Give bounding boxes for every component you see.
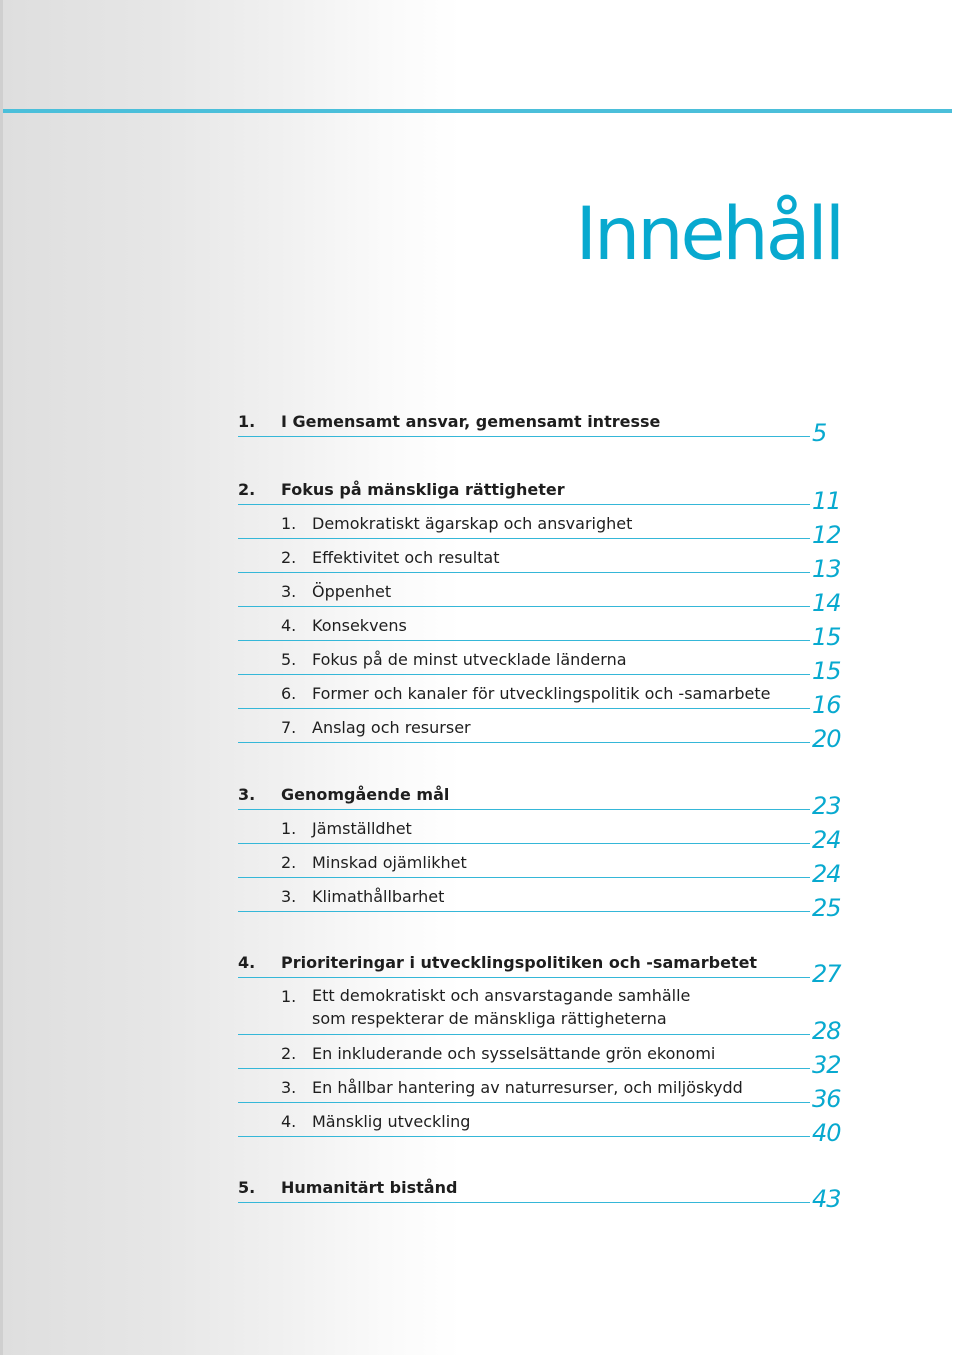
toc-entry-section-4[interactable] bbox=[0, 949, 960, 988]
toc-entry-2-2[interactable] bbox=[0, 544, 960, 583]
toc-entry-title: Klimathållbarhet bbox=[312, 887, 445, 906]
toc-entry-number: 1. bbox=[281, 987, 297, 1006]
toc-entry-number: 3. bbox=[238, 785, 256, 804]
toc-entry-rule bbox=[238, 1202, 810, 1203]
toc-entry-rule bbox=[238, 1068, 810, 1069]
toc-entry-4-4[interactable] bbox=[0, 1108, 960, 1147]
toc-entry-2-1[interactable] bbox=[0, 510, 960, 549]
toc-entry-4-1[interactable] bbox=[0, 983, 960, 1045]
toc-entry-section-2[interactable] bbox=[0, 476, 960, 515]
toc-entry-rule bbox=[238, 504, 810, 505]
toc-entry-title: Effektivitet och resultat bbox=[312, 548, 500, 567]
toc-entry-rule bbox=[238, 572, 810, 573]
toc-entry-3-3[interactable] bbox=[0, 883, 960, 922]
toc-entry-page: 20 bbox=[812, 725, 841, 753]
toc-entry-title: Konsekvens bbox=[312, 616, 407, 635]
toc-entry-page: 36 bbox=[812, 1085, 841, 1113]
toc-entry-title-line-2: som respekterar de mänskliga rättigheterna bbox=[312, 1009, 667, 1028]
toc-entry-page: 32 bbox=[812, 1051, 841, 1079]
toc-entry-number: 1. bbox=[238, 412, 256, 431]
toc-entry-number: 7. bbox=[281, 718, 297, 737]
toc-entry-rule bbox=[238, 742, 810, 743]
toc-entry-2-4[interactable] bbox=[0, 612, 960, 651]
toc-entry-page: 24 bbox=[812, 860, 841, 888]
toc-entry-number: 5. bbox=[238, 1178, 256, 1197]
toc-entry-3-2[interactable] bbox=[0, 849, 960, 888]
toc-entry-rule bbox=[238, 809, 810, 810]
toc-entry-page: 15 bbox=[812, 623, 841, 651]
toc-entry-number: 5. bbox=[281, 650, 297, 669]
toc-entry-page: 27 bbox=[812, 960, 841, 988]
toc-entry-title: I Gemensamt ansvar, gemensamt intresse bbox=[281, 412, 661, 431]
toc-entry-rule bbox=[238, 708, 810, 709]
toc-entry-title-line-1: Ett demokratiskt och ansvarstagande samhälle bbox=[312, 986, 691, 1005]
toc-entry-page: 43 bbox=[812, 1185, 841, 1213]
toc-entry-number: 1. bbox=[281, 514, 297, 533]
toc-entry-number: 2. bbox=[281, 1044, 297, 1063]
toc-entry-4-2[interactable] bbox=[0, 1040, 960, 1079]
toc-entry-rule bbox=[238, 877, 810, 878]
toc-entry-page: 40 bbox=[812, 1119, 841, 1147]
toc-entry-title: Prioriteringar i utvecklingspolitiken och -samarbetet bbox=[281, 953, 758, 972]
toc-entry-rule bbox=[238, 538, 810, 539]
toc-entry-title bbox=[312, 984, 690, 1030]
toc-entry-number: 1. bbox=[281, 819, 297, 838]
toc-entry-title: En hållbar hantering av naturresurser, och miljöskydd bbox=[312, 1078, 743, 1097]
toc-entry-section-5[interactable] bbox=[0, 1174, 960, 1213]
toc-entry-page: 25 bbox=[812, 894, 841, 922]
toc-entry-rule bbox=[238, 911, 810, 912]
toc-entry-number: 2. bbox=[238, 480, 256, 499]
toc-entry-page: 23 bbox=[812, 792, 841, 820]
toc-entry-title: Minskad ojämlikhet bbox=[312, 853, 467, 872]
toc-entry-page: 5 bbox=[812, 419, 827, 447]
toc-entry-rule bbox=[238, 436, 810, 437]
toc-entry-number: 3. bbox=[281, 887, 297, 906]
toc-entry-3-1[interactable] bbox=[0, 815, 960, 854]
toc-entry-page: 12 bbox=[812, 521, 841, 549]
toc-entry-number: 4. bbox=[281, 616, 297, 635]
toc-entry-page: 28 bbox=[812, 1017, 841, 1045]
toc-entry-title: Fokus på de minst utvecklade länderna bbox=[312, 650, 627, 669]
toc-entry-title: Anslag och resurser bbox=[312, 718, 471, 737]
toc-entry-number: 6. bbox=[281, 684, 297, 703]
toc-entry-rule bbox=[238, 606, 810, 607]
toc-entry-rule bbox=[238, 1136, 810, 1137]
toc-entry-2-6[interactable] bbox=[0, 680, 960, 719]
toc-entry-rule bbox=[238, 640, 810, 641]
toc-entry-page: 15 bbox=[812, 657, 841, 685]
toc-entry-rule bbox=[238, 674, 810, 675]
toc-entry-title: Former och kanaler för utvecklingspolitik och -samarbete bbox=[312, 684, 771, 703]
toc-entry-page: 11 bbox=[812, 487, 841, 515]
toc-entry-section-1[interactable] bbox=[0, 408, 960, 447]
toc-entry-title: Genomgående mål bbox=[281, 785, 450, 804]
toc-entry-title: Jämställdhet bbox=[312, 819, 412, 838]
toc-entry-number: 3. bbox=[281, 1078, 297, 1097]
toc-entry-number: 4. bbox=[281, 1112, 297, 1131]
toc-entry-rule bbox=[238, 977, 810, 978]
toc-entry-number: 2. bbox=[281, 853, 297, 872]
toc-entry-rule bbox=[238, 843, 810, 844]
toc-entry-section-3[interactable] bbox=[0, 781, 960, 820]
page-title: Innehåll bbox=[575, 192, 842, 277]
toc-entry-page: 14 bbox=[812, 589, 841, 617]
toc-entry-title: Fokus på mänskliga rättigheter bbox=[281, 480, 565, 499]
toc-entry-page: 13 bbox=[812, 555, 841, 583]
toc-entry-number: 3. bbox=[281, 582, 297, 601]
toc-entry-number: 4. bbox=[238, 953, 256, 972]
toc-entry-title: Demokratiskt ägarskap och ansvarighet bbox=[312, 514, 633, 533]
toc-entry-number: 2. bbox=[281, 548, 297, 567]
toc-entry-title: Mänsklig utveckling bbox=[312, 1112, 471, 1131]
toc-entry-page: 24 bbox=[812, 826, 841, 854]
toc-entry-2-5[interactable] bbox=[0, 646, 960, 685]
toc-entry-rule bbox=[238, 1102, 810, 1103]
toc-entry-title: Humanitärt bistånd bbox=[281, 1178, 458, 1197]
toc-entry-2-7[interactable] bbox=[0, 714, 960, 753]
toc-entry-page: 16 bbox=[812, 691, 841, 719]
toc-entry-2-3[interactable] bbox=[0, 578, 960, 617]
toc-entry-rule bbox=[238, 1034, 810, 1035]
toc-entry-title: Öppenhet bbox=[312, 582, 392, 601]
toc-entry-title: En inkluderande och sysselsättande grön ekonomi bbox=[312, 1044, 716, 1063]
toc-entry-4-3[interactable] bbox=[0, 1074, 960, 1113]
